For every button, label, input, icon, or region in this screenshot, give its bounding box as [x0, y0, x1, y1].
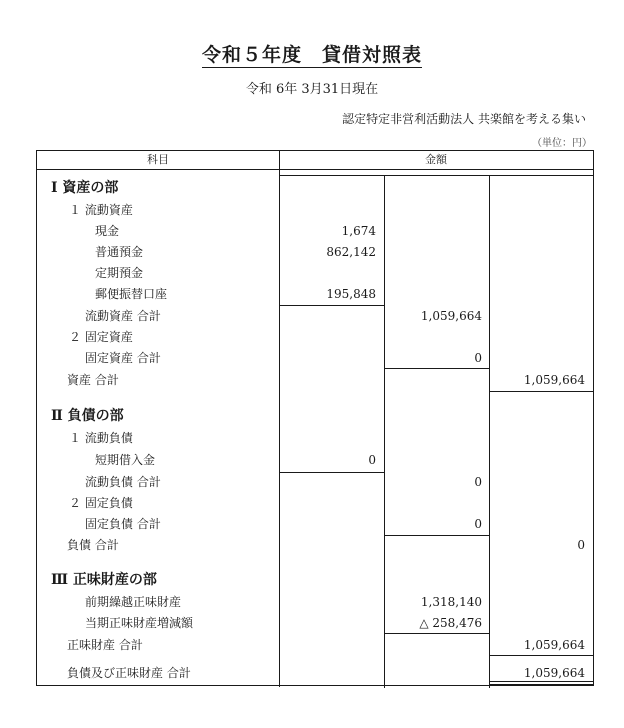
ordinary-deposit-row	[37, 242, 593, 263]
assets-total-row	[37, 370, 593, 391]
liabilities-total-row	[37, 535, 593, 556]
fixed-assets-total-value: 0	[474, 351, 482, 365]
current-assets-total-value: 1,059,664	[420, 309, 482, 323]
ordinary-deposit-label: 普通預金	[95, 245, 144, 259]
postal-transfer-value: 195,848	[326, 287, 376, 301]
unit-note: （単位：円）	[532, 138, 592, 149]
liabilities-heading: Ⅱ 負債の部	[51, 408, 124, 424]
net-assets-heading: Ⅲ 正味財産の部	[51, 572, 157, 588]
prior-net-assets-label: 前期繰越正味財産	[85, 595, 182, 609]
net-assets-section-row	[37, 570, 593, 591]
assets-section-row	[37, 178, 593, 199]
fixed-assets-total-row	[37, 348, 593, 369]
fixed-liabilities-total-row	[37, 514, 593, 535]
cash-row	[37, 221, 593, 242]
assets-total-label: 資産 合計	[67, 373, 119, 387]
current-liabilities-heading-row	[37, 428, 593, 449]
organization-name: 認定特定非営利活動法人 共楽館を考える集い	[342, 112, 586, 126]
fixed-liabilities-total-value: 0	[474, 517, 482, 531]
short-loan-row	[37, 450, 593, 471]
current-assets-total-label: 流動資産 合計	[85, 309, 161, 323]
grand-total-label: 負債及び正味財産 合計	[67, 666, 191, 680]
current-liabilities-total-value: 0	[474, 475, 482, 489]
net-assets-change-label: 当期正味財産増減額	[85, 616, 194, 630]
prior-net-assets-row	[37, 592, 593, 613]
header-divider	[37, 169, 593, 170]
current-liabilities-total-row	[37, 472, 593, 493]
prior-net-assets-value: 1,318,140	[420, 595, 482, 609]
liabilities-section-row	[37, 406, 593, 427]
postal-transfer-label: 郵便振替口座	[95, 287, 168, 301]
current-liabilities-total-label: 流動負債 合計	[85, 475, 161, 489]
fixed-liabilities-total-label: 固定負債 合計	[85, 517, 161, 531]
fixed-assets-total-label: 固定資産 合計	[85, 351, 161, 365]
fixed-liabilities-heading: ２ 固定負債	[69, 496, 133, 510]
rule-col3-assets	[489, 391, 593, 392]
current-assets-heading: １ 流動資産	[69, 203, 133, 217]
cash-label: 現金	[95, 224, 120, 238]
time-deposit-label: 定期預金	[95, 266, 144, 280]
short-loan-label: 短期借入金	[95, 453, 156, 467]
liabilities-total-value: 0	[577, 538, 585, 552]
short-loan-value: 0	[368, 453, 376, 467]
liabilities-total-label: 負債 合計	[67, 538, 119, 552]
fixed-liabilities-heading-row	[37, 493, 593, 514]
fixed-assets-heading: ２ 固定資産	[69, 330, 133, 344]
fixed-assets-heading-row	[37, 327, 593, 348]
net-assets-change-value: △ 258,476	[419, 616, 482, 630]
grand-total-value: 1,059,664	[523, 666, 585, 680]
net-assets-change-row	[37, 613, 593, 634]
net-assets-total-label: 正味財産 合計	[67, 638, 143, 652]
report-date: 令和 6年 3月31日現在	[245, 82, 379, 97]
header-bottom-rule	[279, 175, 593, 176]
net-assets-total-value: 1,059,664	[523, 638, 585, 652]
net-assets-total-row	[37, 635, 593, 656]
cash-value: 1,674	[341, 224, 376, 238]
column-header-item: 科目	[147, 153, 169, 166]
current-assets-total-row	[37, 306, 593, 327]
assets-heading: Ⅰ 資産の部	[51, 180, 119, 196]
rule-col3-grand	[489, 684, 593, 686]
document-title: 令和５年度 貸借対照表	[201, 44, 422, 66]
column-header-amount: 金額	[425, 153, 447, 166]
assets-total-value: 1,059,664	[523, 373, 585, 387]
balance-sheet-table	[36, 150, 594, 686]
ordinary-deposit-value: 862,142	[326, 245, 376, 259]
postal-transfer-row	[37, 284, 593, 305]
current-liabilities-heading: １ 流動負債	[69, 431, 133, 445]
current-assets-heading-row	[37, 200, 593, 221]
grand-total-row	[37, 663, 593, 684]
time-deposit-row	[37, 263, 593, 284]
